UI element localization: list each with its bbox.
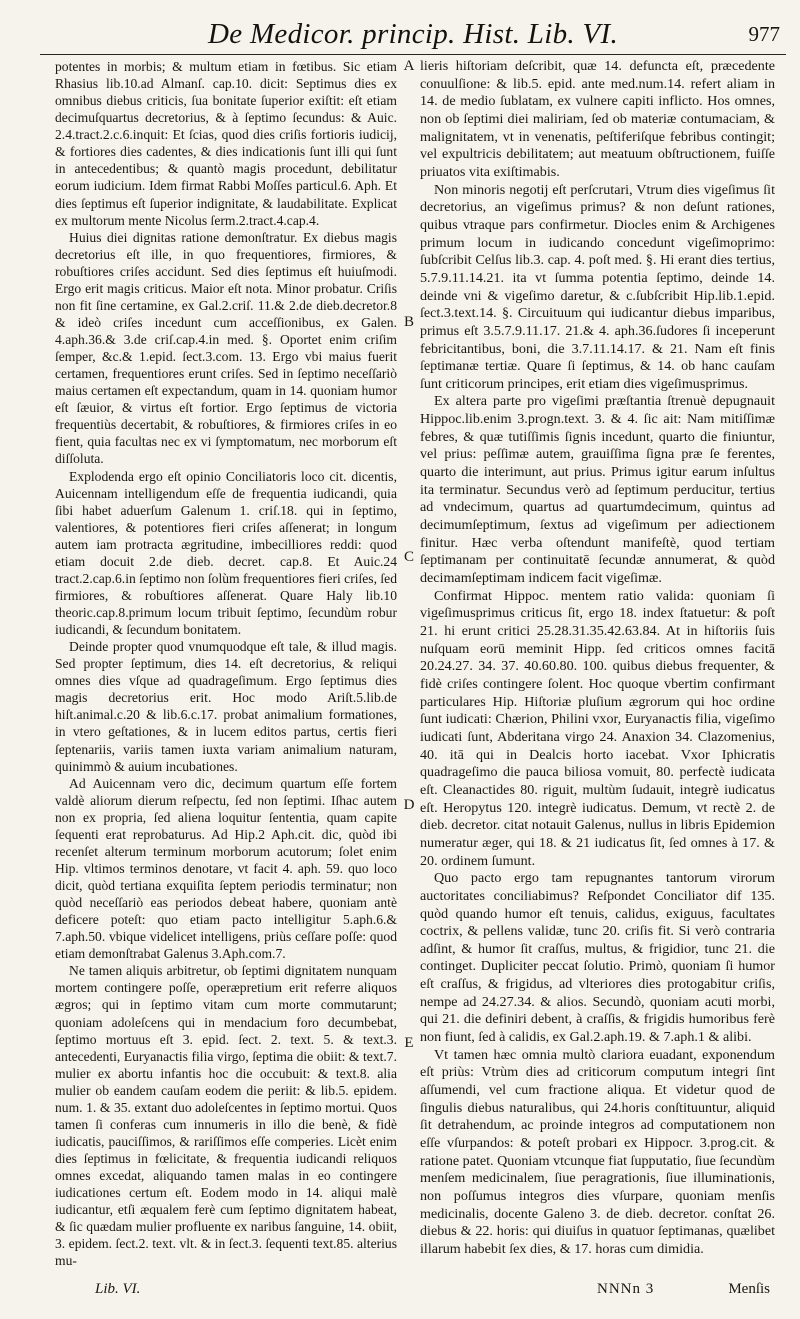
paragraph: Ne tamen aliquis arbitretur, ob ſeptimi dignitatem nunquam mortem contingere poſſe, operæpretium erit referre aliquos ægros; qui in ſeptimo vitam cum morte commutarunt; quoniam adoleſcens qui in mendacium foro decumbebat, ſeptimo mortuus eſt 3. epid. ſect. 2. text. 5. & text.3. antecedenti, Euryanactis filia virgo, ſeptima die obiit: & text.7. mulier ex abortu infantis hoc die occubuit: & text.8. alia mulier ob eandem cauſam eodem die periit: & lib.5. epidem. num. 1. & 35. extant duo adoleſcentes in ſeptimo mortui. Quos tamen ſi conferas cum innumeris in illo die benè, & fidè iudicatis, pauciſſimos, & rariſſimos eſſe comperies. Licèt enim dies ſeptimus in fœlicitate, & frequentia iudicandi reliquos omnes excedat, aliquando tamen malas in eo contingere iudicationes certum eſt. Eodem modo in 14. aliqui malè iudicantur, etſi æqualem ferè cum ſeptimo dignitatem habeat, & ſic quædam mulier profluente ex naribus ſanguine, 14. obiit, 3. epidem. ſect.2. text. vlt. & in ſect.3. ſequenti text.85. alterius mu- (55, 963, 397, 1269)
page-number: 977 (748, 22, 780, 46)
page-footer (0, 1281, 800, 1311)
catchword: Menſis (728, 1281, 770, 1297)
paragraph: lieris hiſtoriam deſcribit, quæ 14. defuncta eſt, præcedente conuulſione: & lib.5. epid. ante med.num.14. refert aliam in 14. de medio ſublatam, ex vulnere capiti inflicto. Hos omnes, non ob ſeptimi diei maliriam, ſed ob materiæ contumaciam, & malignitatem, vt in venenatis, peſtiferiſque febribus contingit; vel expultricis debilitatem; aut meatuum obſtructionem, fuiſſe priuatos vita exiſtimabis. (420, 58, 775, 180)
margin-marker-b: B (403, 314, 414, 330)
margin-marker-d: D (403, 797, 415, 813)
margin-marker-a: A (403, 58, 415, 74)
right-column (420, 58, 775, 1259)
left-column (55, 58, 397, 1269)
page-header (40, 14, 786, 55)
paragraph: Ad Auicennam vero dic, decimum quartum eſſe fortem valdè aliorum dierum reſpectu, ſed non ſeptimi. Iſhac autem non ex propria, ſed aliena loquitur ſententia, quam capite ſequenti erat reprobaturus. Ad Hip.2 Aph.cit. dic, quòd ibi recenſet alterum terminum morborum acutorum; ſolet enim Hip. vltimos terminos denotare, vt facit 4. aph. 59. quo loco dicit, quòd tertiana exquiſita ſeptem periodis terminatur; non quòd neceſſariò eas periodos debeat habere, quoniam antè deficere poteſt: quo etiam pacto intelligitur 5.aph.6.& 7.aph.50. vbique videlicet intelligens, priùs ceſſare poſſe: quod etiam demonſtrabat Galenus 3.Aph.com.7. (55, 775, 397, 962)
footer-book-label: Lib. VI. (95, 1281, 141, 1297)
paragraph: Huius diei dignitas ratione demonſtratur. Ex diebus magis decretorius eſt ille, in quo frequentiores, firmiores, & robuſtiores criſes accidunt. Sed dies ſeptimus eſt huiuſmodi. Ergo erit magis criticus. Maior eſt nota. Minor probatur. Criſis non fit ſine certamine, ex Gal.2.criſ. 11.& 2.de dieb.decretor.8 & ideò criſes incedunt cum acceſſionibus, ex Galen. 4.aph.36.& 3.de criſ.cap.4.in med. §. Oportet enim criſim ſemper, &c.& 1.epid. ſect.3.com. 13. Ergo vbi maius fuerit certamen, frequentiores erunt criſes. Sed in ſeptimo neceſſariò maius certamen eſt expectandum, quam in 14. quoniam humor eſt ſæuior, & virtus eſt fortior. Ergo ſeptimus de victoria frequentiùs decertabit, & robuſtiores, & firmiores criſes in eo fient, quia facultas nec ex vi ſymptomatum, nec morborum eſt diſſoluta. (55, 229, 397, 467)
signature-mark: NNNn 3 (597, 1281, 655, 1297)
paragraph: Explodenda ergo eſt opinio Conciliatoris loco cit. dicentis, Auicennam intelligendum eſſe de frequentia iudicandi, quia ſibi habet aduerſum Galenum 1. criſ.18. qui in ſeptimo, valentiores, & potentiores fieri criſes aſſenerat; in longum autem iam protracta ægritudine, imbecilliores reddi: quod etiam docuit 2.de dieb. decret. cap.8. Et Auic.24 tract.2.cap.6.in ſeptimo non ſolùm frequentiores fieri criſes, ſed firmiores, & robuſtiores aſſenerat. Quare Haly lib.10 theoric.cap.8.primum locum tribuit ſeptimo, ſecundùm robur iudicandi, & ſecundum bonitatem. (55, 468, 398, 638)
paragraph: Ex altera parte pro vigeſimi præſtantia ſtrenuè depugnauit Hippoc.lib.enim 3.progn.text. 3. & 4. ſic ait: Nam mitiſſimæ febres, & quæ tutiſſimis ſignis incedunt, quarto die finiuntur, vel prius: peſſimæ autem, grauiſſima ſigna præ ſe ferentes, quarto die interimunt, aut prius. Primus igitur earum inſultus ita terminatur. Secundus verò ad ſeptimum perducitur, tertius ad vndecimum, quartus ad quartumdecimum, quintus ad decimumſeptimum, ſextus ad vigeſimum per adiectionem finitur. Hæc verba oſtendunt manifeſtè, quod tertiam ſeptimanam per continuitatē ſecundæ annumerat, & quòd decimamſeptimam indicem facit vigeſimæ. (420, 393, 775, 587)
paragraph: Deinde propter quod vnumquodque eſt tale, & illud magis. Sed propter ſeptimum, dies 14. eſt decretorius, & reliqui omnes dies vſque ad quadrageſimum. Ergo ſeptimus dies magis decretorius erit. Hoc modo Ariſt.5.lib.de hiſt.animal.c.20 & lib.6.c.17. probat animalium formationes, in vtero geſtationes, & in lucem editos partus, certis fieri ſeptenariis, variis tamen iuxta variam animalium naturam, quinimmò & auium incubationes. (55, 639, 397, 774)
running-title: De Medicor. princip. Hist. Lib. VI. (207, 18, 618, 50)
paragraph: Quo pacto ergo tam repugnantes tantorum virorum auctoritates conciliabimus? Reſpondet Conciliator dif 135. quòd quando humor eſt tenuis, calidus, exiguus, facultates coctrix, & pellens validæ, tunc 20. criſis fit. Si verò contraria adſint, & humor ſit craſſus, multus, & frigidior, tunc 21. die continget. Dupliciter peccat ſolutio. Primò, quoniam ſi humor eſt craſſus, & frigidus, ad vlteriores dies protogabitur criſis, nempe ad 24.27.34. & alios. Secundò, quoniam acuti morbi, qui 21. die definiri debent, à craſſis, & frigidis humoribus ferè non fiunt, ſed à calidis, ex Gal.2.aph.19. & 7.aph.1 & alibi. (420, 870, 775, 1046)
paragraph: Non minoris negotij eſt perſcrutari, Vtrum dies vigeſimus ſit decretorius, an vigeſimus primus? & non deſunt rationes, quibus vtraque pars confirmetur. Diocles enim & Archigenes primum locum in iudicando concedunt vigeſimoprimo: ſubſcribit Celſus lib.3. cap. 4. poſt med. §. Hi erant dies tertius, 5.7.9.11.14.21. ita vt ſumma potentia ſeptimo, deinde 14. deinde vni & vigeſimo daretur, & c.ſubſcribit Hip.lib.1.epid. ſect.3.text.14. §. Circuituum qui iudicantur diebus imparibus, primus eſt 3.5.7.9.11.17. 21.& 4. aph.36.ſudores ſi inceperunt febricitantibus, boni, die 3.7.11.14.17. & 21. Nam eſt finis ſeptimanæ tertiæ. Quare ſi ſeptimus, & 14. ob hanc cauſam ſunt criticorum principes, erit etiam dies vigeſimusprimus. (420, 181, 775, 392)
paragraph: potentes in morbis; & multum etiam in fœtibus. Sic etiam Rhasius lib.10.ad Almanſ. cap.10. dicit: Septimus dies ex omnibus diebus criticis, ſua bonitate ſuperior exiſtit: eſt etiam decimuſquartus decretorius, & à ſeptimo ſecundus: & Auic. 2.4.tract.2.c.6.inquit: Et ſcias, quod dies criſis fortioris iudicij, & fortiores dies cadentes, & dies indicationis ſunt illi qui ſunt in antecedentibus; & quantò magis procedunt, debilitatur eorum iudicium. Idem firmat Rabbi Moſſes particul.6. Aph. Et dies ſeptimus eſt ſuperior indignitate, & laudabilitate. Explicat ex multorum mente Nicolus ſerm.2.tract.4.cap.4. (55, 59, 397, 228)
paragraph: Vt tamen hæc omnia multò clariora euadant, exponendum eſt priùs: Vtrùm dies ad criticorum computum integri ſint aſſumendi, vel cum fractione aliqua. Et videtur quod de ſingulis diebus naturalibus, qui 24.horis conſtituuntur, aliquid ſit detrahendum, ac proinde integros ad computationem non eſſe vſurpandos: & poteſt probari ex Hippocr. 3.prog.cit. & ratione patet. Quoniam vtcunque fiat ſupputatio, ſiue ſecundùm menſem medicinalem, ſiue peragrationis, ſiue illuminationis, non poſſumus integros dies vſurpare, quoniam menſis medicinalis, docente Galeno 3. de dieb. decretor. conſtat 26. diebus & 22. horis: qui diuiſus in quatuor ſeptimanas, quælibet illarum habebit ſex dies, & 17. horas cum dimidia. (420, 1046, 775, 1257)
margin-marker-c: C (403, 549, 414, 565)
paragraph: Confirmat Hippoc. mentem ratio valida: quoniam ſi vigeſimusprimus criticus ſit, ergo 18. index ſtatuetur: & poſt 21. hi erunt critici 25.28.31.35.42.63.84. At in hiſtoriis ſuis nuſquam eorū meminit Hipp. ſed criticos omnes facitā 20.24.27. 34. 37. 40.60.80. 100. quibus diebus frequenter, & fidè criſes contingere ſolent. Hoc quoque vbertim confirmant particulares Hip. Hiſtoriæ pluſium ægrorum qui hoc ordine ſunt iudicati: Chærion, Philini vxor, Euryanactis filia, vigeſimo iudicati ſunt, Abderitana virgo 24. Anaxion 34. Clazomenius, 40. itā qui in Dealcis horto iacebat. Vxor Iphicratis quadrageſimo die pauca biliosa vomuit, 80. perfectè iudicata eſt. Cleanactides 80. riguit, multùm ſudauit, integrè iudicatus eſt. Heropytus 120. integrè iudicatus. Demum, vt rectè 2. de dieb. decretor. citat notauit Galenus, nullus in libris Epidemion numeratur æger, qui 18. & 21 iudicatus ſit, ſed omnes à 17. & 20. ordinem ſumunt. (420, 587, 775, 869)
margin-marker-e: E (404, 1035, 414, 1051)
